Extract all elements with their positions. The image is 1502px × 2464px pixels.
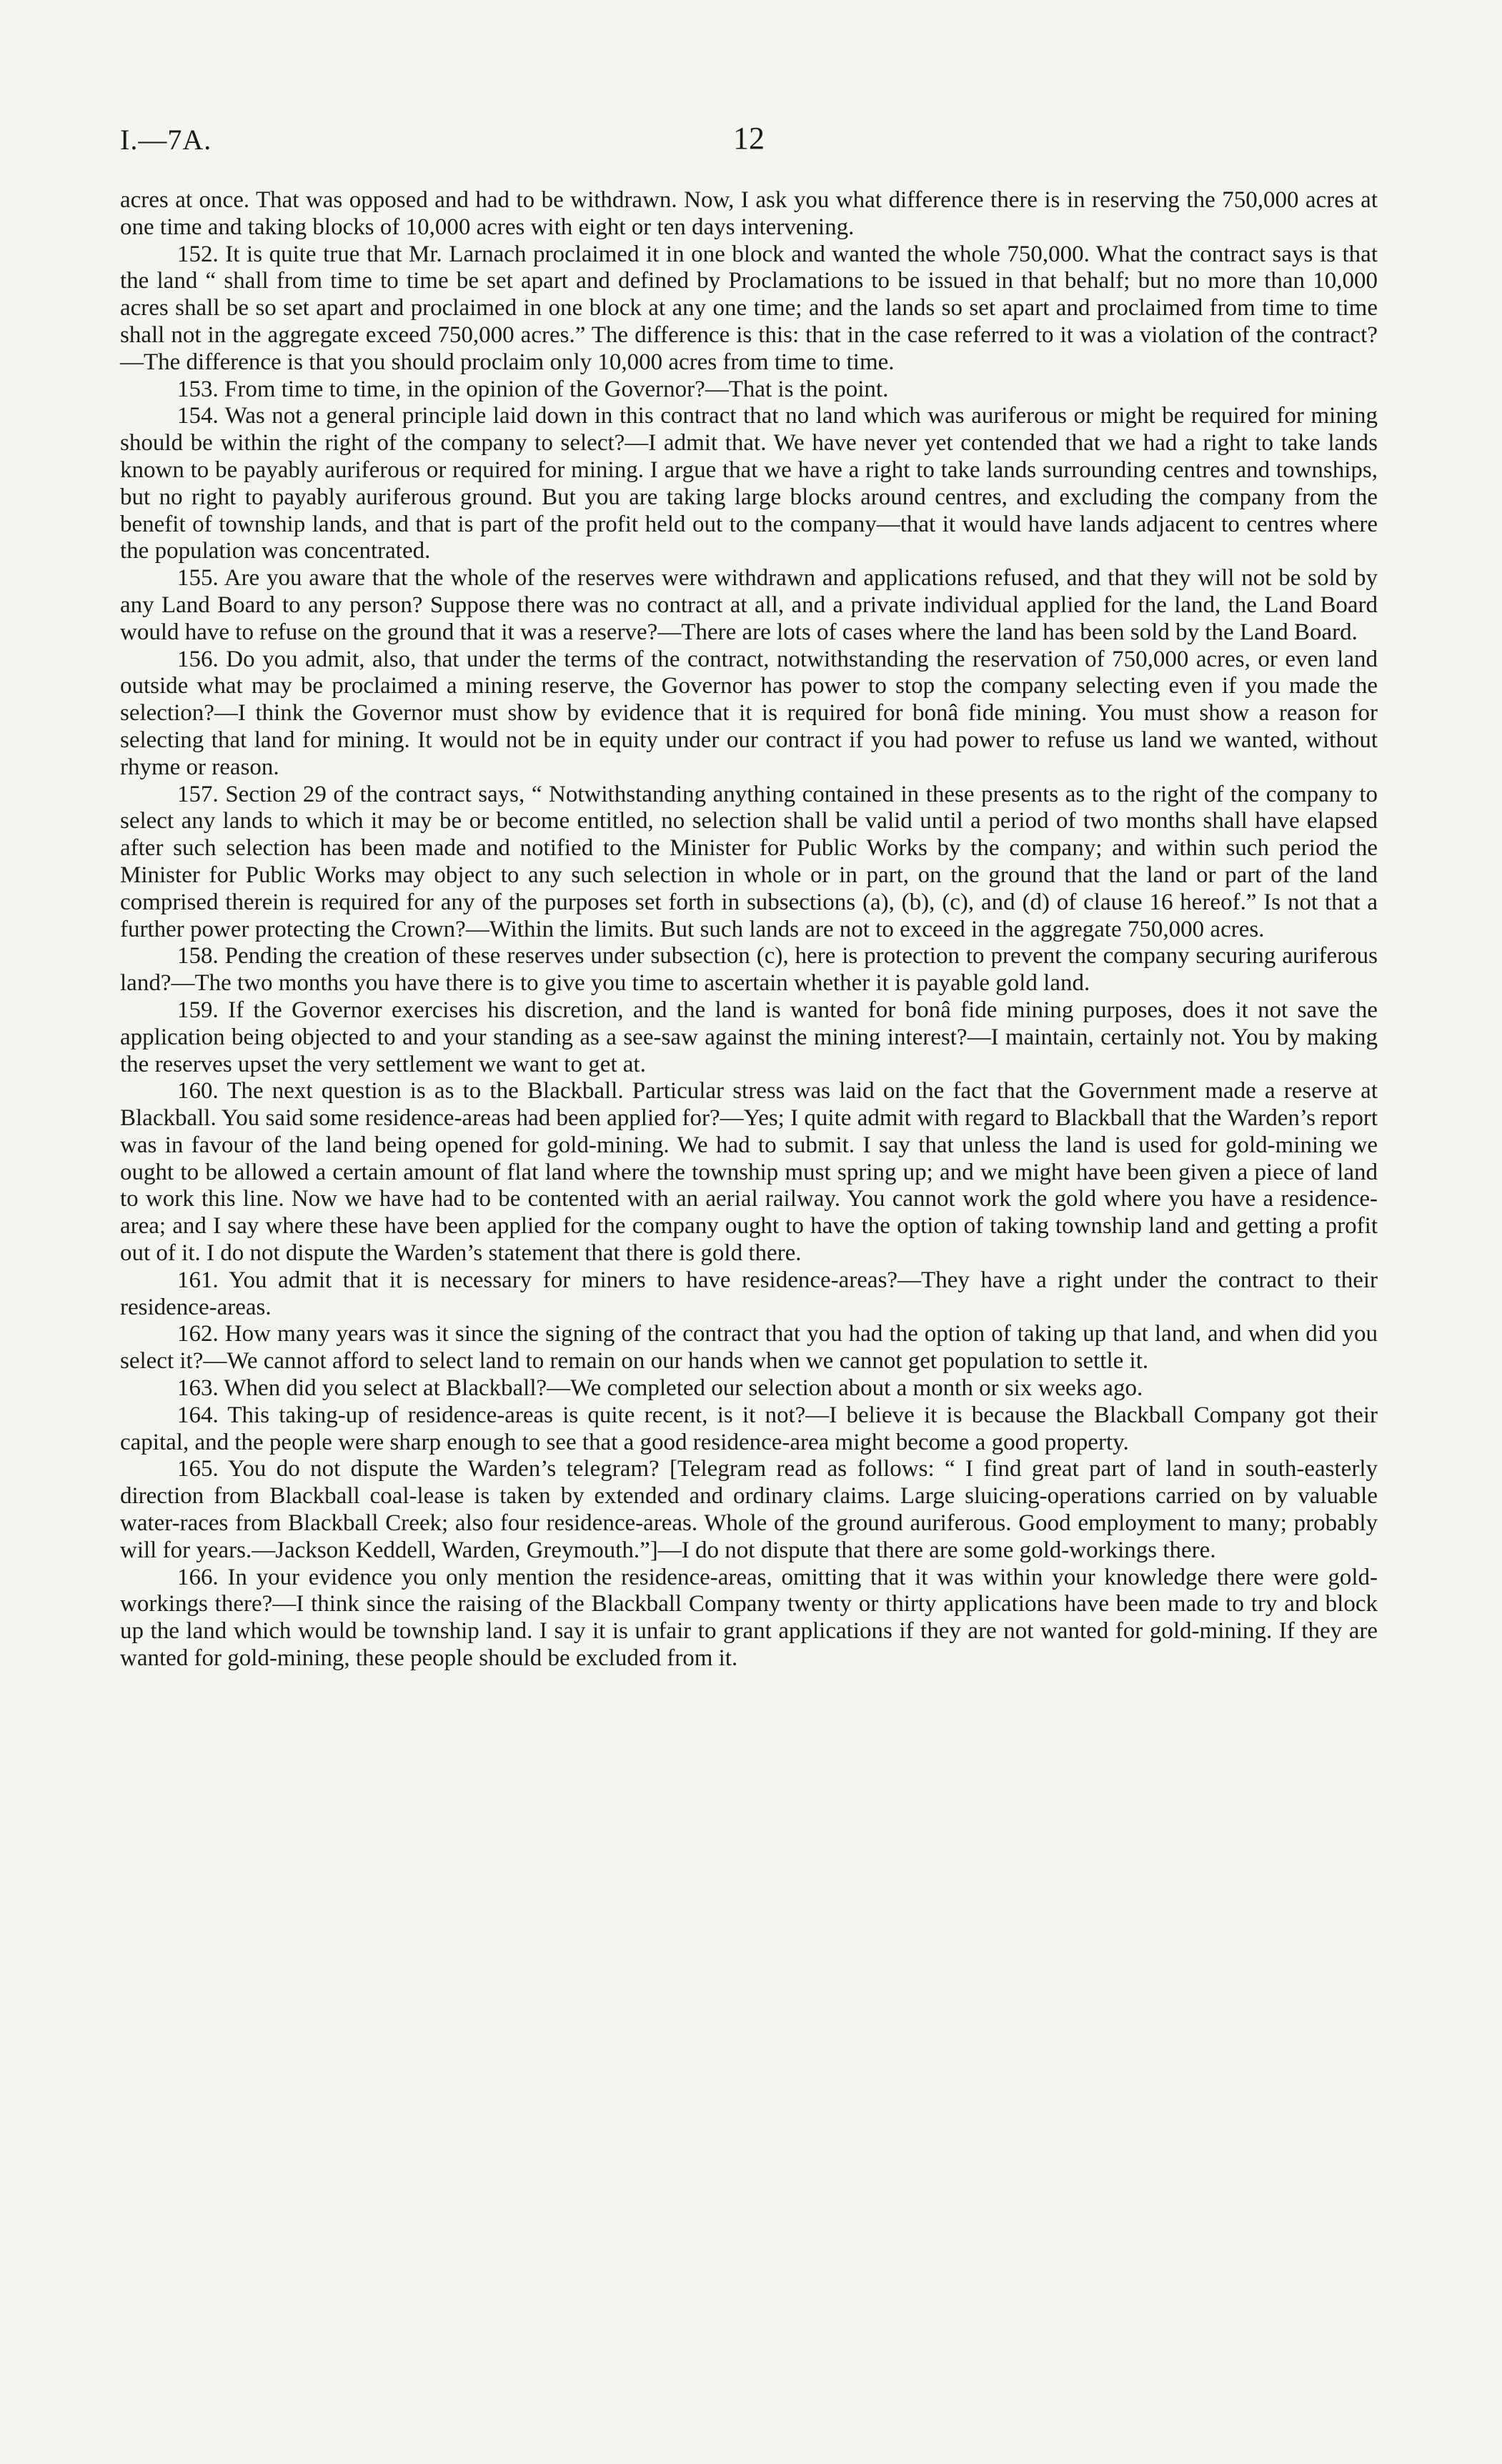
question-155: 155. Are you aware that the whole of the reserves were withdrawn and applications refused, and that they will not be sold by any Land Board to any person? Suppose there was no contract at all, and a private individual applied for the land, the Land Board would have to refuse on the ground that it was a reserve?—There are lots of cases where the land has been sold by the Land Board. [120,565,1378,645]
question-158: 158. Pending the creation of these reserves under subsection (c), here is protection to prevent the company securing auriferous land?—The two months you have there is to give you time to ascertain whether it is payable gold land. [120,943,1378,997]
question-163: 163. When did you select at Blackball?—We completed our selection about a month or six weeks ago. [177,1375,1143,1402]
question-153: 153. From time to time, in the opinion of the Governor?—That is the point. [177,376,889,402]
document-body [120,187,1378,1672]
question-156: 156. Do you admit, also, that under the terms of the contract, notwithstanding the reservation of 750,000 acres, or even land outside what may be proclaimed a mining reserve, the Governor has power to stop the company selecting even if you made the selection?—I think the Governor must show by evidence that it is required for bonâ fide mining. You must show a reason for selecting that land for mining. It would not be in equity under our contract if you had power to refuse us land we wanted, without rhyme or reason. [120,646,1378,780]
question-162: 162. How many years was it since the signing of the contract that you had the option of taking up that land, and when did you select it?—We cannot afford to select land to remain on our hands when we cannot get population to settle it. [120,1321,1378,1375]
question-166: 166. In your evidence you only mention the residence-areas, omitting that it was within your knowledge there were gold-workings there?—I think since the raising of the Blackball Company twenty or thirty applications have been made to try and block up the land which would be township land. I say it is unfair to grant applications if they are not wanted for gold-mining. If they are wanted for gold-mining, these people should be excluded from it. [120,1564,1378,1672]
question-157: 157. Section 29 of the contract says, “ Notwithstanding anything contained in these presents as to the right of the company to select any lands to which it may be or become entitled, no selection shall be valid until a period of two months shall have elapsed after such selection has been made and notified to the Minister for Public Works by the company; and within such period the Minister for Public Works may object to any such selection in whole or in part, on the ground that the land or part of the land comprised therein is required for any of the purposes set forth in subsections (a), (b), (c), and (d) of clause 16 hereof.” Is not that a further power protecting the Crown?—Within the limits. But such lands are not to exceed in the aggregate 750,000 acres. [120,781,1378,942]
question-164: 164. This taking-up of residence-areas is quite recent, is it not?—I believe it is because the Blackball Company got their capital, and the people were sharp enough to see that a good residence-area might become a good property. [120,1402,1378,1455]
document-reference: I.—7A. [120,124,212,156]
question-154: 154. Was not a general principle laid down in this contract that no land which was auriferous or might be required for mining should be within the right of the company to select?—I admit that. We have never yet contended that we had a right to take lands known to be payably auriferous or required for mining. I argue that we have a right to take lands surrounding centres and townships, but no right to payably auriferous ground. But you are taking large blocks around centres, and excluding the company from the benefit of township lands, and that is part of the profit held out to the company—that it would have lands adjacent to centres where the population was concentrated. [120,403,1378,564]
question-165: 165. You do not dispute the Warden’s telegram? [Telegram read as follows: “ I find great part of land in south-easterly direction from Blackball coal-lease is taken by extended and ordinary claims. Large sluicing-operations carried on by valuable water-races from Blackball Creek; also four residence-areas. Whole of the ground auriferous. Good employment to many; probably will for years.—Jackson Keddell, Warden, Greymouth.”]—I do not dispute that there are some gold-workings there. [120,1456,1378,1563]
page-number: 12 [733,121,765,156]
document-page [120,114,1378,1672]
question-161: 161. You admit that it is necessary for miners to have residence-areas?—They have a right under the contract to their residence-areas. [120,1267,1378,1320]
question-152: 152. It is quite true that Mr. Larnach proclaimed it in one block and wanted the whole 750,000. What the contract says is that the land “ shall from time to time be set apart and defined by Proclamations to be issued in that behalf; but no more than 10,000 acres shall be so set apart and proclaimed in one block at any one time; and the lands so set apart and proclaimed from time to time shall not in the aggregate exceed 750,000 acres.” The difference is this: that in the case referred to it was a violation of the contract?—The difference is that you should proclaim only 10,000 acres from time to time. [120,241,1378,375]
question-160: 160. The next question is as to the Blackball. Particular stress was laid on the fact that the Government made a reserve at Blackball. You said some residence-areas had been applied for?—Yes; I quite admit with regard to Blackball that the Warden’s report was in favour of the land being opened for gold-mining. We had to submit. I say that unless the land is used for gold-mining we ought to be allowed a certain amount of flat land where the township must spring up; and we might have been given a piece of land to work this line. Now we have had to be contented with an aerial railway. You cannot work the gold where you have a residence-area; and I say where these have been applied for the company ought to have the option of taking township land and getting a profit out of it. I do not dispute the Warden’s statement that there is gold there. [120,1078,1378,1267]
question-159: 159. If the Governor exercises his discretion, and the land is wanted for bonâ fide mining purposes, does it not save the application being objected to and your standing as a see-saw against the mining interest?—I maintain, certainly not. You by making the reserves upset the very settlement we want to get at. [120,997,1378,1077]
paragraph-continuation: acres at once. That was opposed and had to be withdrawn. Now, I ask you what difference there is in reserving the 750,000 acres at one time and taking blocks of 10,000 acres with eight or ten days intervening. [120,187,1378,240]
page-header [120,114,1378,171]
